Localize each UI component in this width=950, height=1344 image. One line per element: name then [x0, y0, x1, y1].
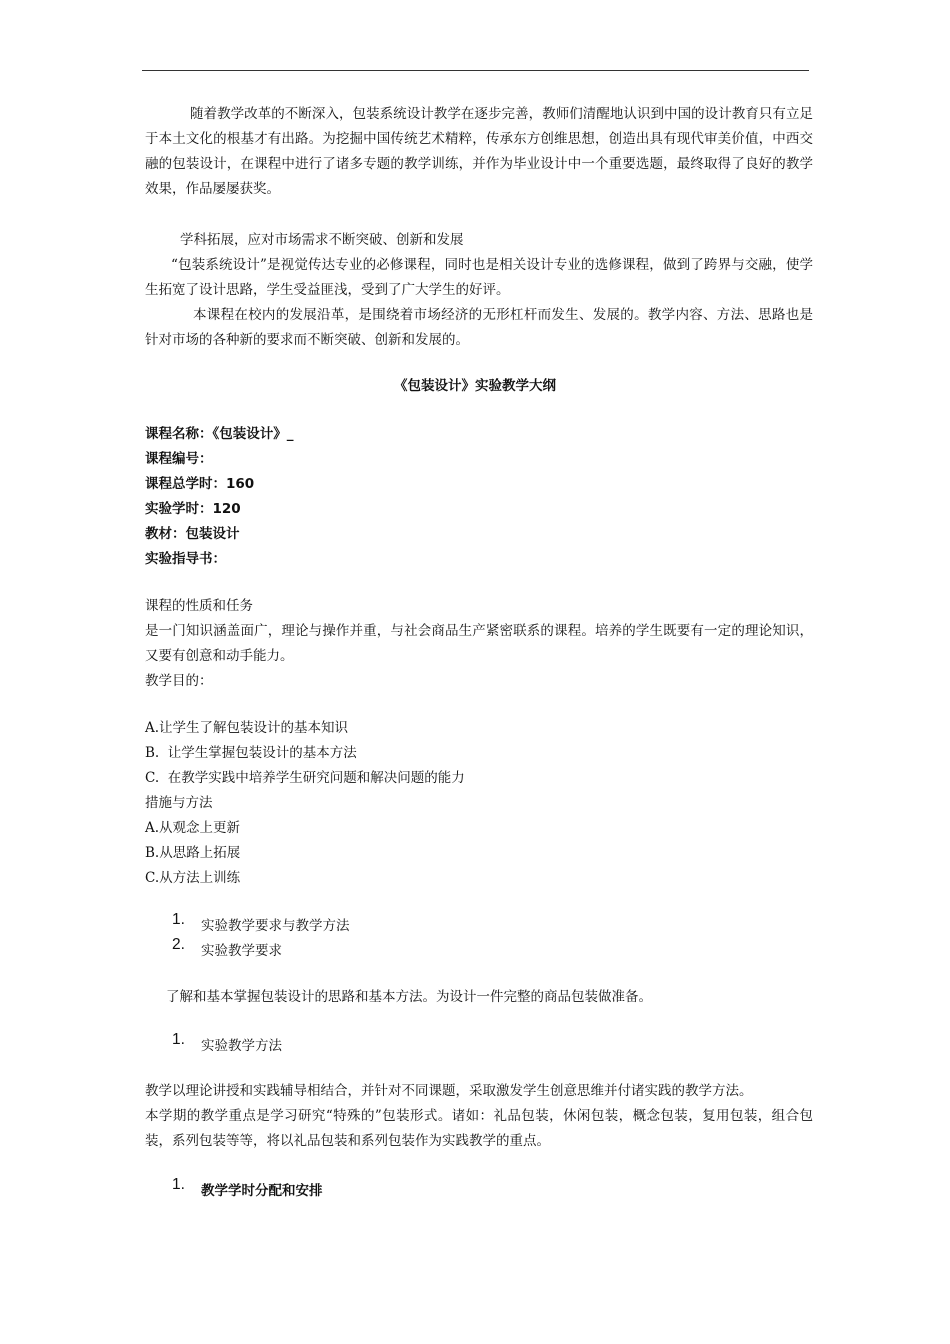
total-hours: 课程总学时：160 [145, 476, 255, 492]
lab-hours: 实验学时：120 [145, 501, 241, 517]
measure-item: C.从方法上训练 [145, 870, 241, 886]
list-item-lab-requirements: 实验教学要求 [201, 943, 282, 959]
purpose-label: 教学目的： [145, 673, 213, 689]
goal-item: B. 让学生掌握包装设计的基本方法 [145, 745, 357, 761]
goal-item: A.让学生了解包装设计的基本知识 [145, 720, 349, 736]
intro-paragraph-1: 随着教学改革的不断深入，包装系统设计教学在逐步完善，教师们清醒地认识到中国的设计教育只有立足于本土文化的根基才有出路。为挖掘中国传统艺术精粹，传承东方创维思想，创造出具有现代审美价值，中西交融的包装设计，在课程中进行了诸多专题的教学训练，并作为毕业设计中一个重要选题，最终取得了良好的教学效果，作品屡屡获奖。 [145, 106, 813, 197]
nature-text: 是一门知识涵盖面广，理论与操作并重，与社会商品生产紧密联系的课程。培养的学生既要有一定的理论知识，又要有创意和动手能力。 [145, 623, 813, 664]
methods-paragraph-1: 教学以理论讲授和实践辅导相结合，并针对不同课题，采取激发学生创意思维并付诸实践的教学方法。 [145, 1083, 753, 1099]
course-code: 课程编号： [145, 451, 213, 467]
list-number: 1. [172, 1031, 185, 1048]
intro-heading: 学科拓展，应对市场需求不断突破、创新和发展 [180, 232, 464, 248]
list-number: 2. [172, 936, 185, 953]
requirements-text: 了解和基本掌握包装设计的思路和基本方法。为设计一件完整的商品包装做准备。 [166, 989, 652, 1005]
list-item-lab-methods: 实验教学方法 [201, 1038, 282, 1054]
lab-guide: 实验指导书： [145, 551, 226, 567]
measure-item: B.从思路上拓展 [145, 845, 241, 861]
methods-paragraph-2: 本学期的教学重点是学习研究“特殊的”包装形式。诸如：礼品包装，休闲包装，概念包装，复用包装，组合包装，系列包装等等，将以礼品包装和系列包装作为实践教学的重点。 [145, 1108, 813, 1149]
measure-item: A.从观念上更新 [145, 820, 241, 836]
list-item-hours-allocation: 教学学时分配和安排 [201, 1183, 323, 1199]
outline-title: 《包装设计》实验教学大纲 [394, 378, 556, 394]
list-item-teaching-requirements-methods: 实验教学要求与教学方法 [201, 918, 350, 934]
list-number: 1. [172, 1176, 185, 1193]
textbook: 教材：包装设计 [145, 526, 240, 542]
intro-paragraph-2: “包装系统设计”是视觉传达专业的必修课程，同时也是相关设计专业的选修课程，做到了跨界与交融，使学生拓宽了设计思路，学生受益匪浅，受到了广大学生的好评。 [145, 257, 813, 298]
header-rule [142, 70, 809, 71]
goal-item: C. 在教学实践中培养学生研究问题和解决问题的能力 [145, 770, 465, 786]
list-number: 1. [172, 911, 185, 928]
nature-heading: 课程的性质和任务 [145, 598, 253, 614]
measures-heading: 措施与方法 [145, 795, 213, 811]
intro-paragraph-3: 本课程在校内的发展沿革，是围绕着市场经济的无形杠杆而发生、发展的。教学内容、方法、思路也是针对市场的各种新的要求而不断突破、创新和发展的。 [145, 307, 813, 348]
course-name: 课程名称：《包装设计》_ [145, 426, 294, 442]
